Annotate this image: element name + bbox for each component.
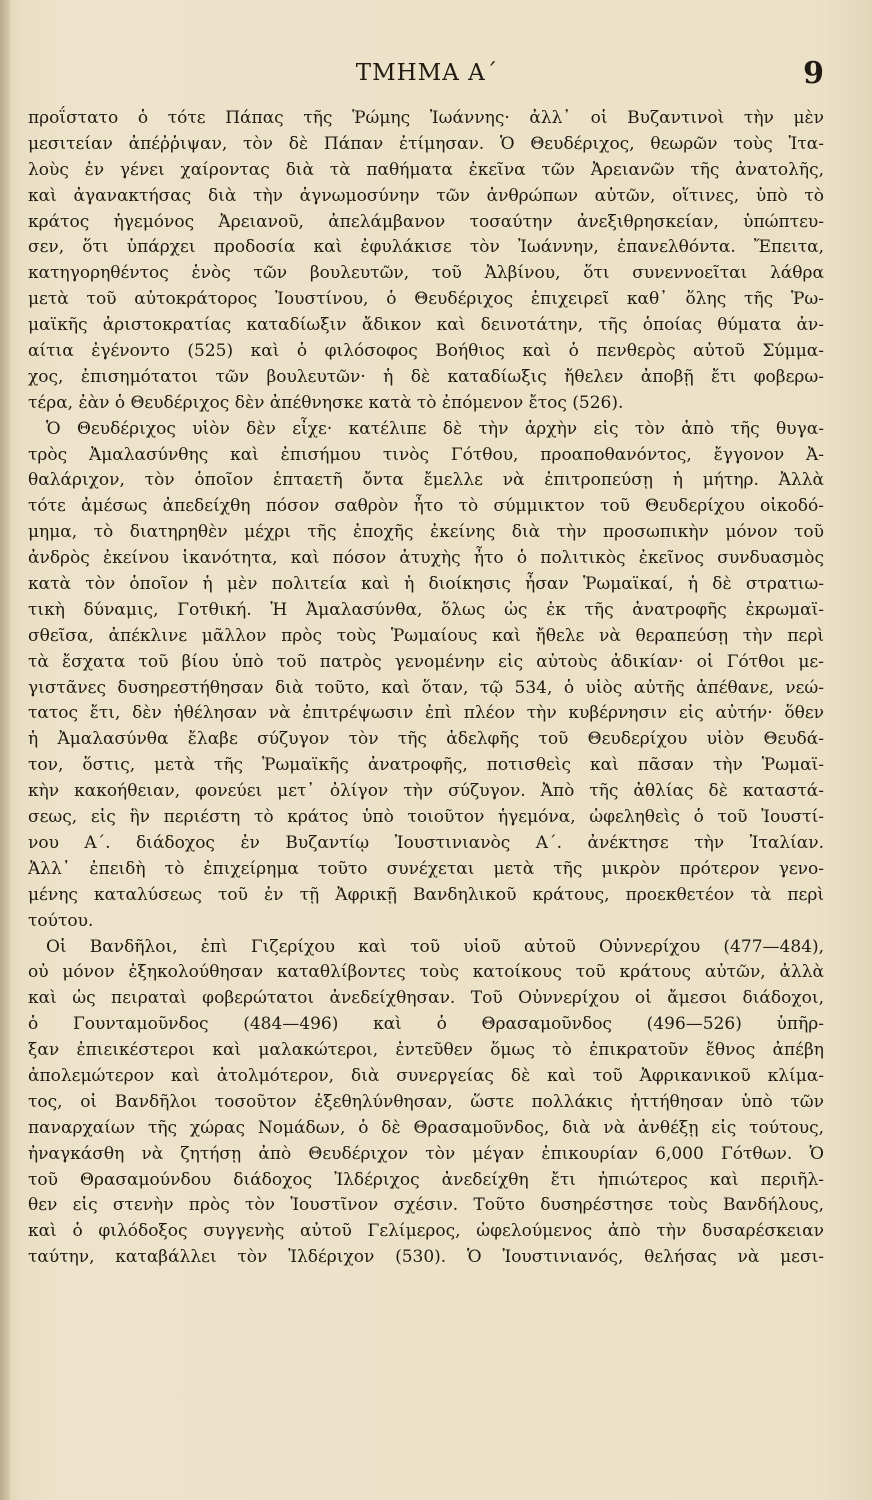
- text-line: κατηγορηθέντος ἑνὸς τῶν βουλευτῶν, τοῦ Ἀλβίνου, ὅτι συνεννοεῖται λάθρα: [28, 263, 824, 284]
- text-line: μεσιτείαν ἀπέῤῥιψαν, τὸν δὲ Πάπαν ἐτίμησαν. Ὁ Θευδέριχος, θεωρῶν τοὺς Ἰτα-: [28, 133, 824, 154]
- text-line: τοῦ Θρασαμούνδου διάδοχος Ἰλδέριχος ἀνεδείχθη ἔτι ἠπιώτερος καὶ περιῆλ-: [28, 1169, 824, 1190]
- text-line: ἀνδρὸς ἐκείνου ἱκανότητα, καὶ πόσον ἀτυχὴς ἦτο ὁ πολιτικὸς ἐκεῖνος συνδυασμὸς: [28, 548, 824, 569]
- text-line: μένης καταλύσεως τοῦ ἐν τῇ Ἀφρικῇ Βανδηλικοῦ κράτους, προεκθετέον τὰ περὶ: [28, 884, 824, 905]
- text-line: αίτια ἐγένοντο (525) καὶ ὁ φιλόσοφος Βοήθιος καὶ ὁ πενθερὸς αὐτοῦ Σύμμα-: [28, 341, 824, 362]
- text-line: ἡ Ἀμαλασύνθα ἔλαβε σύζυγον τὸν τῆς ἀδελφῆς τοῦ Θευδερίχου υἱὸν Θευδά-: [28, 729, 824, 750]
- text-line: προΐστατο ὁ τότε Πάπας τῆς Ῥώμης Ἰωάννης· ἀλλ᾽ οἱ Βυζαντινοὶ τὴν μὲν: [28, 108, 824, 128]
- text-line: Ὁ Θευδέριχος υἱὸν δὲν εἶχε· κατέλιπε δὲ τὴν ἀρχὴν εἰς τὸν ἀπὸ τῆς θυγα-: [46, 418, 824, 439]
- text-line: καὶ ὡς πειραταὶ φοβερώτατοι ἀνεδείχθησαν. Τοῦ Οὐννερίχου οἱ ἄμεσοι διάδοχοι,: [28, 988, 824, 1009]
- text-line: τρὸς Ἀμαλασύνθης καὶ ἐπισήμου τινὸς Γότθου, προαποθανόντος, ἔγγονον Ἀ-: [28, 444, 824, 465]
- text-line: μημα, τὸ διατηρηθὲν μέχρι τῆς ἐποχῆς ἐκείνης διὰ τὴν προσωπικὴν μόνον τοῦ: [28, 522, 824, 543]
- text-line: ἀπολεμώτερον καὶ ἀτολμότερον, διὰ συνεργείας δὲ καὶ τοῦ Ἀφρικανικοῦ κλίμα-: [28, 1065, 824, 1086]
- text-line: σθεῖσα, ἀπέκλινε μᾶλλον πρὸς τοὺς Ῥωμαίους καὶ ἤθελε νὰ θεραπεύσῃ τὴν περὶ: [28, 625, 824, 646]
- text-line: χος, ἐπισημότατοι τῶν βουλευτῶν· ἡ δὲ καταδίωξις ἤθελεν ἀποβῇ ἔτι φοβερω-: [28, 366, 824, 387]
- text-line: κράτος ἡγεμόνος Ἀρειανοῦ, ἀπελάμβανον τοσαύτην ἀνεξιθρησκείαν, ὑπώπτευ-: [28, 211, 824, 232]
- page-number: 9: [803, 56, 824, 91]
- text-line: καὶ ὁ φιλόδοξος συγγενὴς αὐτοῦ Γελίμερος, ὠφελούμενος ἀπὸ τὴν δυσαρέσκειαν: [28, 1221, 824, 1242]
- text-line: καὶ ἀγανακτήσας διὰ τὴν ἀγνωμοσύνην τῶν ἀνθρώπων αὐτῶν, οἵτινες, ὑπὸ τὸ: [28, 185, 824, 206]
- text-line: Οἱ Βανδῆλοι, ἐπὶ Γιζερίχου καὶ τοῦ υἱοῦ αὐτοῦ Οὐννερίχου (477—484),: [46, 936, 824, 957]
- text-line: λοὺς ἐν γένει χαίροντας διὰ τὰ παθήματα ἐκεῖνα τῶν Ἀρειανῶν τῆς ἀνατολῆς,: [28, 159, 824, 180]
- text-line: τατος ἔτι, δὲν ἠθέλησαν νὰ ἐπιτρέψωσιν ἐπὶ πλέον τὴν κυβέρνησιν εἰς αὐτήν· ὅθεν: [28, 703, 824, 724]
- text-line: ταύτην, καταβάλλει τὸν Ἰλδέριχον (530). Ὁ Ἰουστινιανός, θελήσας νὰ μεσι-: [28, 1247, 824, 1268]
- text-line: τέρα, ἐὰν ὁ Θευδέριχος δὲν ἀπέθνησκε κατὰ τὸ ἐπόμενον ἔτος (526).: [28, 392, 624, 413]
- text-line: ξαν ἐπιεικέστεροι καὶ μαλακώτεροι, ἐντεῦθεν ὅμως τὸ ἐπικρατοῦν ἔθνος ἀπέβη: [28, 1040, 824, 1061]
- page-header: [30, 56, 824, 96]
- text-line: θαλάριχον, τὸν ὁποῖον ἑπταετῆ ὄντα ἔμελλε νὰ ἐπιτροπεύσῃ ἡ μήτηρ. Ἀλλὰ: [28, 470, 824, 491]
- text-line: σεν, ὅτι ὑπάρχει προδοσία καὶ ἐφυλάκισε τὸν Ἰωάννην, ἐπανελθόντα. Ἔπειτα,: [28, 237, 824, 258]
- text-line: νου Α΄. διάδοχος ἐν Βυζαντίῳ Ἰουστινιανὸς Α΄. ἀνέκτησε τὴν Ἰταλίαν.: [28, 832, 824, 853]
- page-gutter-edge: [0, 0, 10, 1500]
- text-line: τότε ἀμέσως ἀπεδείχθη πόσον σαθρὸν ἦτο τὸ σύμμικτον τοῦ Θευδερίχου οἰκοδό-: [28, 496, 824, 517]
- text-line: τὰ ἔσχατα τοῦ βίου ὑπὸ τοῦ πατρὸς γενομένην εἰς αὐτοὺς ἀδικίαν· οἱ Γότθοι με-: [28, 651, 824, 672]
- text-line: τούτου.: [28, 910, 94, 931]
- text-line: σεως, εἰς ἣν περιέστη τὸ κράτος ὑπὸ τοιοῦτον ἡγεμόνα, ὠφεληθεὶς ὁ τοῦ Ἰουστί-: [28, 807, 824, 828]
- text-line: τον, ὅστις, μετὰ τῆς Ῥωμαϊκῆς ἀνατροφῆς, ποτισθεὶς καὶ πᾶσαν τὴν Ῥωμαϊ-: [28, 755, 824, 776]
- text-line: οὐ μόνον ἐξηκολούθησαν καταθλίβοντες τοὺς κατοίκους τοῦ κράτους αὐτῶν, ἀλλὰ: [28, 962, 824, 983]
- running-head: ΤΜΗΜΑ Α΄: [355, 60, 499, 86]
- text-line: μαϊκῆς ἀριστοκρατίας καταδίωξιν ἄδικον καὶ δεινοτάτην, τῆς ὁποίας θύματα ἀν-: [28, 315, 824, 336]
- text-line: μετὰ τοῦ αὐτοκράτορος Ἰουστίνου, ὁ Θευδέριχος ἐπιχειρεῖ καθ᾽ ὅλης τῆς Ῥω-: [28, 289, 824, 310]
- text-line: Ἀλλ᾽ ἐπειδὴ τὸ ἐπιχείρημα τοῦτο συνέχεται μετὰ τῆς μικρὸν πρότερον γενο-: [28, 858, 824, 879]
- text-line: τικὴ δύναμις, Γοτθική. Ἡ Ἀμαλασύνθα, ὅλως ὡς ἐκ τῆς ἀνατροφῆς ἐκρωμαϊ-: [28, 599, 824, 620]
- text-line: τος, οἱ Βανδῆλοι τοσοῦτον ἐξεθηλύνθησαν, ὥστε πολλάκις ἡττήθησαν ὑπὸ τῶν: [28, 1091, 824, 1112]
- body-text: [28, 106, 824, 1271]
- text-line: παναρχαίων τῆς χώρας Νομάδων, ὁ δὲ Θρασαμοῦνδος, διὰ νὰ ἀνθέξῃ εἰς τούτους,: [28, 1117, 824, 1138]
- text-line: θεν εἰς στενὴν πρὸς τὸν Ἰουστῖνον σχέσιν. Τοῦτο δυσηρέστησε τοὺς Βανδήλους,: [28, 1195, 824, 1216]
- text-line: ἠναγκάσθη νὰ ζητήσῃ ἀπὸ Θευδέριχον τὸν μέγαν ἐπικουρίαν 6,000 Γότθων. Ὁ: [28, 1143, 824, 1164]
- text-line: ὁ Γουνταμοῦνδος (484—496) καὶ ὁ Θρασαμοῦνδος (496—526) ὑπῆρ-: [28, 1014, 824, 1035]
- text-line: κὴν κακοήθειαν, φονεύει μετ᾽ ὀλίγον τὴν σύζυγον. Ἀπὸ τῆς ἀθλίας δὲ καταστά-: [28, 781, 824, 802]
- text-line: γιστᾶνες δυσηρεστήθησαν διὰ τοῦτο, καὶ ὅταν, τῷ 534, ὁ υἱὸς αὐτῆς ἀπέθανε, νεώ-: [28, 677, 824, 698]
- text-line: κατὰ τὸν ὁποῖον ἡ μὲν πολιτεία καὶ ἡ διοίκησις ἦσαν Ῥωμαϊκαί, ἡ δὲ στρατιω-: [28, 574, 824, 595]
